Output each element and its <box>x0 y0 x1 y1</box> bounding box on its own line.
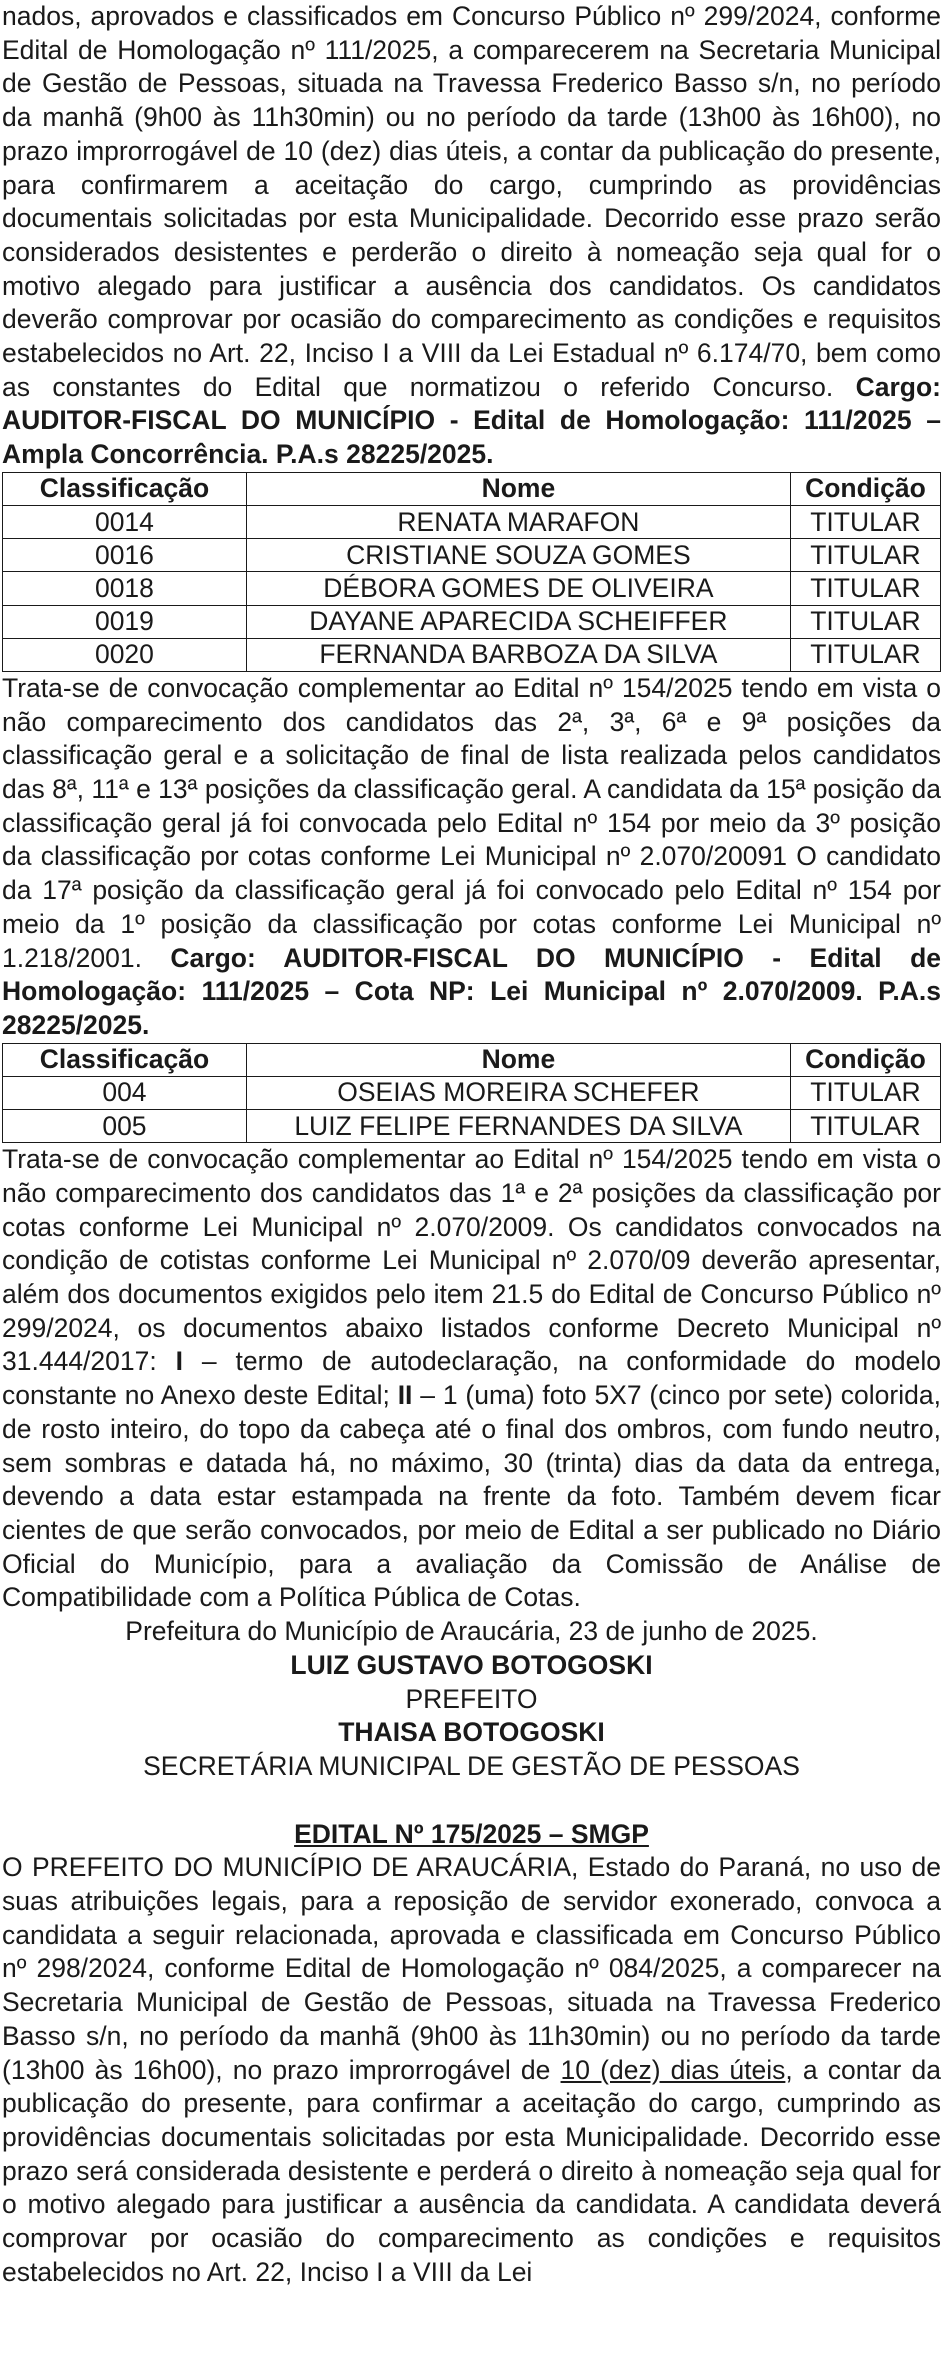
deadline-underlined: 10 (dez) dias úteis <box>560 2054 786 2085</box>
cell-nome: DAYANE APARECIDA SCHEIFFER <box>246 605 790 638</box>
header-classificacao: Classificação <box>3 472 247 505</box>
candidates-table-ampla <box>2 472 941 672</box>
cell-classificacao: 0020 <box>3 638 247 671</box>
candidates-table-cota <box>2 1043 941 1144</box>
header-nome: Nome <box>246 472 790 505</box>
paragraph-edital-175 <box>2 1851 941 2289</box>
cell-condicao: TITULAR <box>790 1076 940 1109</box>
item-marker-i: I <box>175 1346 183 1377</box>
paragraph-text: Trata-se de convocação complementar ao Edital nº 154/2025 tendo em vista o não comparecimento dos candidatos das 2ª, 3ª, 6ª e 9ª posições da classificação geral e a solicitação de final de lista realizada pelos candidatos das 8ª, 11ª e 13ª posições da classificação geral. A candidata da 15ª posição da classificação geral já foi convocada pelo Edital nº 154 por meio da 3º posição da classificação por cotas conforme Lei Municipal nº 2.070/20091 O candidato da 17ª posição da classificação geral já foi convocado pelo Edital nº 154 por meio da 1º posição da classificação por cotas conforme Lei Municipal nº 1.218/2001. <box>2 672 941 973</box>
header-condicao: Condição <box>790 1043 940 1076</box>
cell-nome: RENATA MARAFON <box>246 506 790 539</box>
item-marker-ii: II <box>397 1380 413 1411</box>
header-classificacao: Classificação <box>3 1043 247 1076</box>
paragraph-text: , a contar da publicação do presente, para confirmar a aceitação do cargo, cumprindo as providências documentais solicitadas por esta Municipalidade. Decorrido esse prazo será considerada desistente e perderá o direito à nomeação seja qual for o motivo alegado para justificar a ausência da candidata. A candidata deverá comprovar por ocasião do comparecimento as condições e requisitos estabelecidos no Art. 22, Inciso I a VIII da Lei <box>2 2054 941 2287</box>
signer-name-secretaria: THAISA BOTOGOSKI <box>338 1717 605 1748</box>
cell-nome: LUIZ FELIPE FERNANDES DA SILVA <box>246 1110 790 1143</box>
table-row <box>3 506 941 539</box>
cell-condicao: TITULAR <box>790 638 940 671</box>
cell-classificacao: 0016 <box>3 539 247 572</box>
cell-classificacao: 004 <box>3 1076 247 1109</box>
cell-nome: CRISTIANE SOUZA GOMES <box>246 539 790 572</box>
table-row <box>3 1110 941 1143</box>
cell-classificacao: 0018 <box>3 572 247 605</box>
table-row <box>3 572 941 605</box>
paragraph-text: – termo de autodeclaração, na conformidade do modelo constante no Anexo deste Edital; <box>2 1346 941 1411</box>
paragraph-text: – 1 (uma) foto 5X7 (cinco por sete) colorida, de rosto inteiro, do topo da cabeça até o final dos ombros, com fundo neutro, sem sombras e datada há, no máximo, 30 (trinta) dias da data da entrega, devendo a data estar estampada na frente da foto. Também devem ficar cientes de que serão convocados, por meio de Edital a ser publicado no Diário Oficial do Município, para a avaliação da Comissão de Análise de Compatibilidade com a Política Pública de Cotas. <box>2 1380 941 1613</box>
header-condicao: Condição <box>790 472 940 505</box>
signer-role-secretaria: SECRETÁRIA MUNICIPAL DE GESTÃO DE PESSOAS <box>143 1750 800 1781</box>
signer-role-prefeito: PREFEITO <box>405 1683 538 1714</box>
header-nome: Nome <box>246 1043 790 1076</box>
table-row <box>3 638 941 671</box>
cell-condicao: TITULAR <box>790 506 940 539</box>
paragraph-text: nados, aprovados e classificados em Concurso Público nº 299/2024, conforme Edital de Homologação nº 111/2025, a comparecerem na Secretaria Municipal de Gestão de Pessoas, situada na Travessa Frederico Basso s/n, no período da manhã (9h00 às 11h30min) ou no período da tarde (13h00 às 16h00), no prazo improrrogável de 10 (dez) dias úteis, a contar da publicação do presente, para confirmarem a aceitação do cargo, cumprindo as providências documentais solicitadas por esta Municipalidade. Decorrido esse prazo serão considerados desistentes e perderão o direito à nomeação seja qual for o motivo alegado para justificar a ausência dos candidatos. Os candidatos deverão comprovar por ocasião do comparecimento as condições e requisitos estabelecidos no Art. 22, Inciso I a VIII da Lei Estadual nº 6.174/70, bem como as constantes do Edital que normatizou o referido Concurso. <box>2 1 941 402</box>
place-date: Prefeitura do Município de Araucária, 23 de junho de 2025. <box>125 1616 818 1647</box>
signer-name-prefeito: LUIZ GUSTAVO BOTOGOSKI <box>290 1649 653 1680</box>
table-row <box>3 1076 941 1109</box>
cell-classificacao: 0019 <box>3 605 247 638</box>
table-row <box>3 605 941 638</box>
cell-classificacao: 0014 <box>3 506 247 539</box>
cell-nome: DÉBORA GOMES DE OLIVEIRA <box>246 572 790 605</box>
cell-classificacao: 005 <box>3 1110 247 1143</box>
cell-nome: FERNANDA BARBOZA DA SILVA <box>246 638 790 671</box>
paragraph-cota-requirements <box>2 1143 941 1615</box>
table-header-row <box>3 472 941 505</box>
cell-nome: OSEIAS MOREIRA SCHEFER <box>246 1076 790 1109</box>
paragraph-complementary-ampla <box>2 672 941 1043</box>
cargo-heading-cota: Cargo: AUDITOR-FISCAL DO MUNICÍPIO - Edital de Homologação: 111/2025 – Cota NP: Lei Municipal nº 2.070/2009. P.A.s 28225/2025. <box>2 942 941 1040</box>
cell-condicao: TITULAR <box>790 1110 940 1143</box>
paragraph-text: O PREFEITO DO MUNICÍPIO DE ARAUCÁRIA, Estado do Paraná, no uso de suas atribuições legais, para a reposição de servidor exonerado, convoca a candidata a seguir relacionada, aprovada e classificada em Concurso Público nº 298/2024, conforme Edital de Homologação nº 084/2025, a comparecer na Secretaria Municipal de Gestão de Pessoas, situada na Travessa Frederico Basso s/n, no período da manhã (9h00 às 11h30min) ou no período da tarde (13h00 às 16h00), no prazo improrrogável de <box>2 1852 941 2085</box>
cargo-heading-ampla: Cargo: AUDITOR-FISCAL DO MUNICÍPIO - Edital de Homologação: 111/2025 – Ampla Concorrência. P.A.s 28225/2025. <box>2 371 941 470</box>
paragraph-text: Trata-se de convocação complementar ao Edital nº 154/2025 tendo em vista o não comparecimento dos candidatos das 1ª e 2ª posições da classificação por cotas conforme Lei Municipal nº 2.070/2009. Os candidatos convocados na condição de cotistas conforme Lei Municipal nº 2.070/09 deverão apresentar, além dos documentos exigidos pelo item 21.5 do Edital de Concurso Público nº 299/2024, os documentos abaixo listados conforme Decreto Municipal nº 31.444/2017: <box>2 1144 941 1377</box>
edital-title: EDITAL Nº 175/2025 – SMGP <box>294 1818 649 1849</box>
cell-condicao: TITULAR <box>790 605 940 638</box>
table-header-row <box>3 1043 941 1076</box>
cell-condicao: TITULAR <box>790 572 940 605</box>
paragraph-convocation-intro <box>2 0 941 472</box>
table-row <box>3 539 941 572</box>
cell-condicao: TITULAR <box>790 539 940 572</box>
